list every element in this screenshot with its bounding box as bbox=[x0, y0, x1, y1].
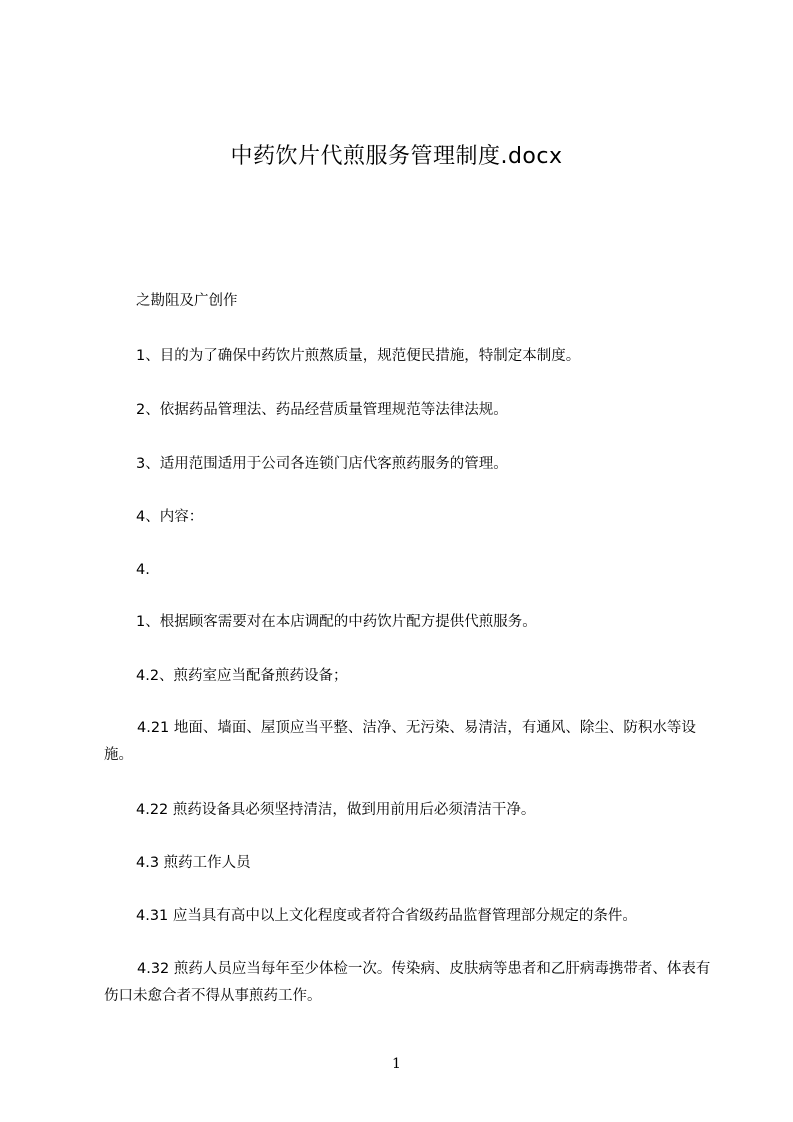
page-number: 1 bbox=[392, 1056, 401, 1072]
paragraph-section-4: 4. bbox=[136, 562, 150, 578]
paragraph-author-line: 之勘阻及广创作 bbox=[136, 293, 238, 309]
paragraph-service: 1、根据顾客需要对在本店调配的中药饮片配方提供代煎服务。 bbox=[136, 614, 537, 630]
paragraph-4-32: 4.32 煎药人员应当每年至少体检一次。传染病、皮肤病等患者和乙肝病毒携带者、体表有伤口未愈合者不得从事煎药工作。 bbox=[104, 961, 711, 1004]
paragraph-scope: 3、适用范围适用于公司各连锁门店代客煎药服务的管理。 bbox=[136, 456, 508, 472]
paragraph-4-2: 4.2、煎药室应当配备煎药设备； bbox=[136, 668, 348, 684]
paragraph-4-21: 4.21 地面、墙面、屋顶应当平整、洁净、无污染、易清洁，有通风、除尘、防积水等设施。 bbox=[104, 720, 696, 763]
paragraph-purpose: 1、目的为了确保中药饮片煎熬质量，规范便民措施，特制定本制度。 bbox=[136, 348, 581, 364]
paragraph-4-3: 4.3 煎药工作人员 bbox=[136, 855, 251, 871]
document-title: 中药饮片代煎服务管理制度.docx bbox=[230, 144, 563, 169]
paragraph-content-heading: 4、内容： bbox=[136, 509, 204, 525]
paragraph-basis: 2、依据药品管理法、药品经营质量管理规范等法律法规。 bbox=[136, 402, 508, 418]
paragraph-4-31: 4.31 应当具有高中以上文化程度或者符合省级药品监督管理部分规定的条件。 bbox=[136, 908, 637, 924]
paragraph-4-22: 4.22 煎药设备具必须坚持清洁，做到用前用后必须清洁干净。 bbox=[136, 802, 536, 818]
